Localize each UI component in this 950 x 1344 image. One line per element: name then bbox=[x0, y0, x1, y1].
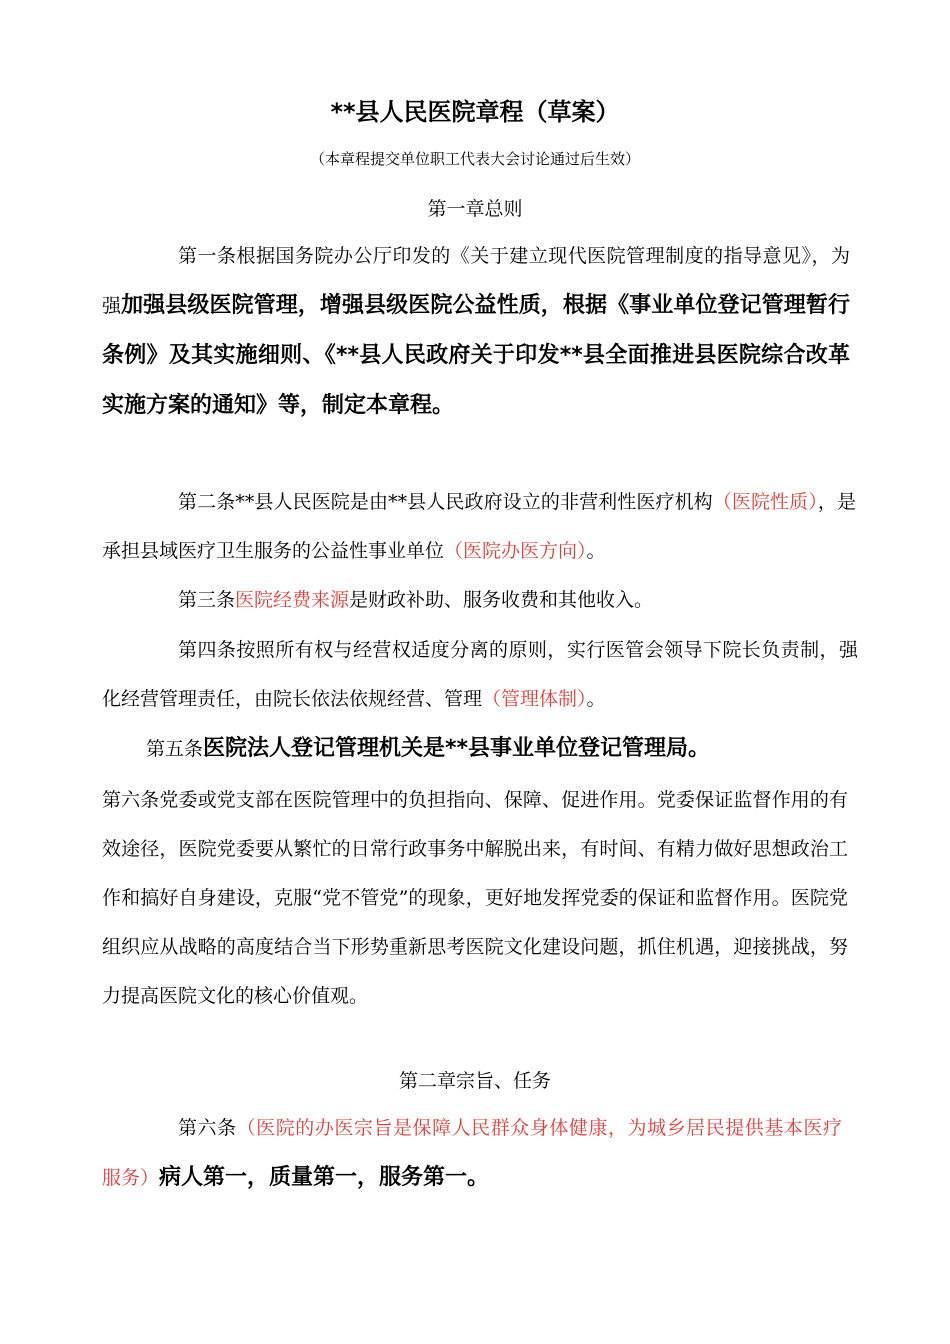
article-2-text-a: 第二条**县人民医院是由**县人民政府设立的非营利性医疗机构 bbox=[178, 491, 713, 513]
article-6: 第六条党委或党支部在医院管理中的负担指向、保障、促进作用。党委保证监督作用的有效途径，医院党委要从繁忙的日常行政事务中解脱出来，有时间、有精力做好思想政治工作和搞好自身建设，克服“党不管党”的现象，更好地发挥党委的保证和监督作用。医院党组织应从战略的高度结合当下形势重新思考医院文化建设问题，抓住机遇，迎接挑战，努力提高医院文化的核心价值观。 bbox=[102, 789, 848, 1007]
article-4-text-a: 第四条按照所有权与经营权适度分离的原则，实行医管会领导下院长负责制，强化经营管理责任，由院长依法依规经营、管理 bbox=[102, 639, 858, 710]
article-2-direction-note: （医院办医方向） bbox=[444, 540, 587, 562]
article-3 bbox=[178, 576, 878, 625]
document-title: **县人民医院章程（草案） bbox=[330, 98, 620, 126]
article-6-purpose-note: （医院的办医宗旨是保障人民群众身体健康，为城乡居民提供基本医疗服务） bbox=[102, 1117, 842, 1189]
article-6-purpose-text-a: 第六条 bbox=[178, 1117, 237, 1139]
article-4 bbox=[102, 626, 858, 724]
article-1-text-a: 第一条根据国务院办公厅印发的《关于建立现代医院管理制度的指导意见》，为强 bbox=[102, 245, 850, 317]
document-subtitle: （本章程提交单位职工代表大会讨论通过后生效） bbox=[309, 150, 640, 168]
article-5-text-a: 第五条 bbox=[146, 738, 204, 760]
article-2-nature-note: （医院性质） bbox=[712, 491, 818, 513]
article-6-purpose bbox=[102, 1104, 842, 1203]
article-3-text-a: 第三条 bbox=[178, 589, 236, 611]
article-3-funding-note: 医院经费来源 bbox=[235, 589, 350, 611]
article-5-text-b: 医院法人登记管理机关是**县事业单位登记管理局。 bbox=[203, 736, 711, 761]
article-4-management-note: （管理体制） bbox=[482, 688, 587, 710]
chapter-heading-1: 第一章总则 bbox=[427, 198, 523, 220]
chapter-heading-2: 第二章宗旨、任务 bbox=[398, 1070, 551, 1092]
article-6-purpose-text-c: 病人第一，质量第一，服务第一。 bbox=[159, 1165, 490, 1190]
article-2 bbox=[102, 478, 856, 576]
article-5 bbox=[146, 724, 866, 774]
article-1-text-b: 加强县级医院管理，增强县级医院公益性质，根据《事业单位登记管理暂行条例》及其实施细则、《**县人民政府关于印发**县全面推进县医院综合改革实施方案的通知》等，制定本章程。 bbox=[102, 293, 850, 418]
article-4-text-c: 。 bbox=[586, 688, 606, 710]
article-1 bbox=[102, 232, 850, 431]
article-3-text-c: 是财政补助、服务收费和其他收入。 bbox=[349, 589, 654, 611]
article-2-text-c: ，是承担县域医疗卫生服务的公益性事业单位 bbox=[102, 491, 856, 562]
article-2-text-e: 。 bbox=[586, 540, 606, 562]
